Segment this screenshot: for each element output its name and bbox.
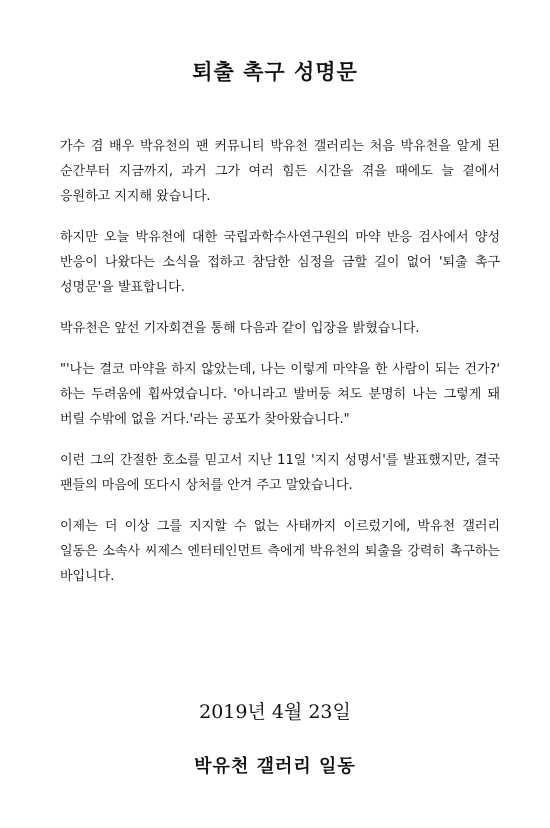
statement-body <box>60 134 500 605</box>
paragraph-press-conference: 박유천은 앞선 기자회견을 통해 다음과 같이 입장을 밝혔습니다. <box>60 321 420 336</box>
document-title: 퇴출 촉구 성명문 <box>192 60 358 84</box>
paragraph-support-statement: 이런 그의 간절한 호소를 믿고서 지난 11일 '지지 성명서'를 발표했지만, 결국 팬들의 마음에 또다시 상처를 안겨 주고 말았습니다. <box>60 453 500 493</box>
paragraph-intro: 가수 겸 배우 박유천의 팬 커뮤니티 박유천 갤러리는 처음 박유천을 알게 된 순간부터 지금까지, 과거 그가 여러 힘든 시간을 겪을 때에도 늘 곁에서 응원하고 지지해 왔습니다. <box>60 139 500 204</box>
paragraph-announcement: 하지만 오늘 박유천에 대한 국립과학수사연구원의 마약 반응 검사에서 양성 반응이 나왔다는 소식을 접하고 참담한 심정을 금할 길이 없어 '퇴출 촉구 성명문'을 발표합니다. <box>60 230 500 295</box>
paragraph-quote: "'나는 결코 마약을 하지 않았는데, 나는 이렇게 마약을 한 사람이 되는 건가?' 하는 두려움에 휩싸였습니다. '아니라고 발버둥 쳐도 분명히 나는 그렇게 돼 버릴 수밖에 없을 거다.'라는 공포가 찾아왔습니다." <box>60 362 500 427</box>
statement-signature: 박유천 갤러리 일동 <box>194 756 356 777</box>
paragraph-demand: 이제는 더 이상 그를 지지할 수 없는 사태까지 이르렀기에, 박유천 갤러리 일동은 소속사 씨제스 엔터테인먼트 측에게 박유천의 퇴출을 강력히 촉구하는 바입니다. <box>60 519 500 584</box>
statement-date: 2019년 4월 23일 <box>199 701 351 723</box>
